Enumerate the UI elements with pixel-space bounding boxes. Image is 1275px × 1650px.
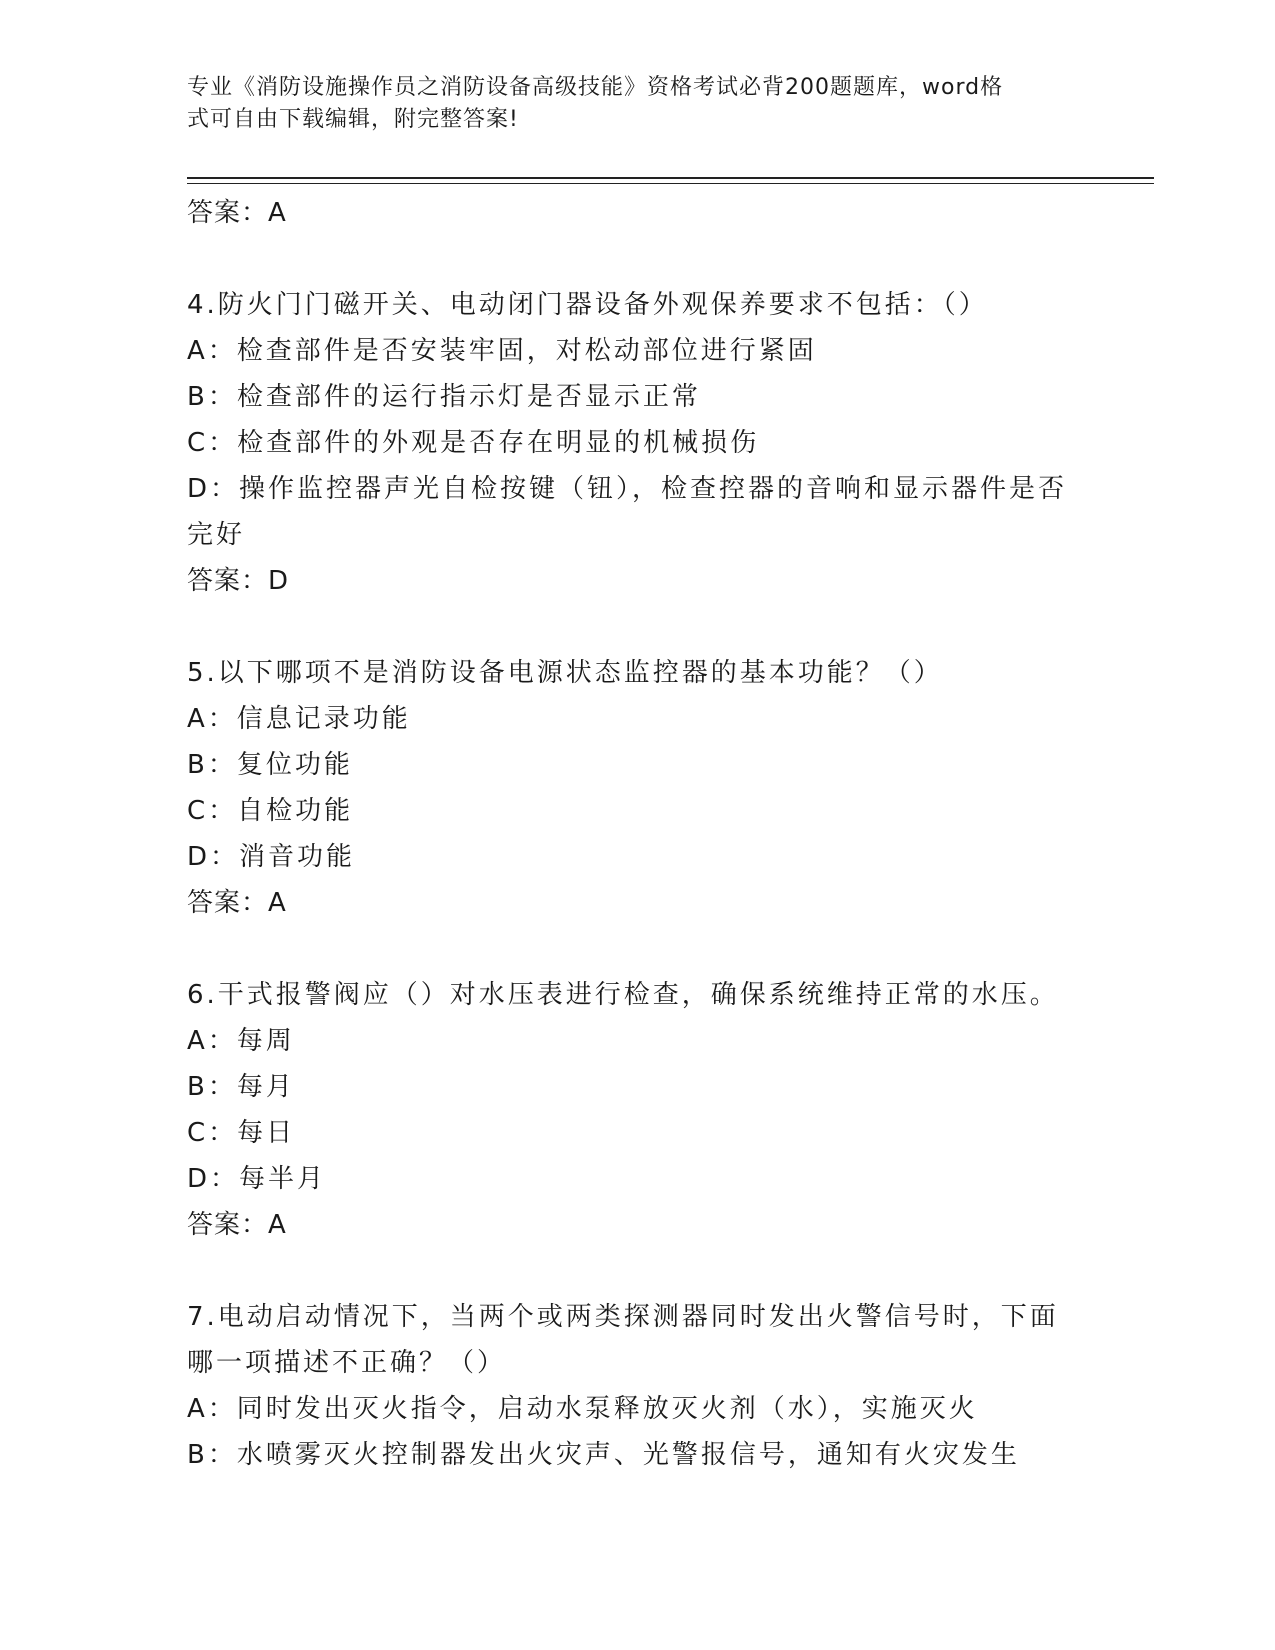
option-d-continued: 完好: [187, 520, 246, 550]
option-d: D：每半月: [187, 1164, 327, 1194]
option-c: C：检查部件的外观是否存在明显的机械损伤: [187, 428, 760, 458]
question-block-7: [187, 1294, 1087, 1478]
option-c: C：自检功能: [187, 796, 354, 826]
spacer: [187, 236, 1087, 282]
option-a: A：每周: [187, 1026, 295, 1056]
question-block-6: [187, 972, 1087, 1248]
option-a: A：检查部件是否安装牢固，对松动部位进行紧固: [187, 336, 817, 366]
header-title-line-2: 式可自由下载编辑，附完整答案!: [187, 107, 519, 132]
question-block-5: [187, 650, 1087, 926]
answer-line: 答案：A: [187, 1210, 287, 1240]
answer-line: 答案：A: [187, 198, 287, 228]
header-title-line-1: 专业《消防设施操作员之消防设备高级技能》资格考试必背200题题库，word格: [187, 75, 1004, 100]
question-stem: 4.防火门门磁开关、电动闭门器设备外观保养要求不包括：（）: [187, 290, 988, 320]
option-b: B：检查部件的运行指示灯是否显示正常: [187, 382, 701, 412]
option-c: C：每日: [187, 1118, 296, 1148]
answer-line: 答案：D: [187, 566, 290, 596]
option-a: A：同时发出灭火指令，启动水泵释放灭火剂（水），实施灭火: [187, 1394, 978, 1424]
option-d: D：消音功能: [187, 842, 356, 872]
document-header: [187, 72, 1067, 136]
question-stem-continued: 哪一项描述不正确？（）: [187, 1348, 507, 1378]
header-divider-thin: [187, 183, 1154, 184]
question-block-4: [187, 282, 1087, 604]
option-d: D：操作监控器声光自检按键（钮），检查控器的音响和显示器件是否: [187, 474, 1068, 504]
spacer: [187, 926, 1087, 972]
question-stem: 5.以下哪项不是消防设备电源状态监控器的基本功能？（）: [187, 658, 943, 688]
spacer: [187, 1248, 1087, 1294]
spacer: [187, 604, 1087, 650]
question-stem: 7.电动启动情况下，当两个或两类探测器同时发出火警信号时，下面: [187, 1302, 1059, 1332]
answer-line: 答案：A: [187, 888, 287, 918]
question-stem: 6.干式报警阀应（）对水压表进行检查，确保系统维持正常的水压。: [187, 980, 1059, 1010]
option-b: B：复位功能: [187, 750, 353, 780]
header-divider-thick: [187, 177, 1154, 179]
option-b: B：水喷雾灭火控制器发出火灾声、光警报信号，通知有火灾发生: [187, 1440, 1020, 1470]
question-list: [187, 190, 1087, 1478]
option-a: A：信息记录功能: [187, 704, 411, 734]
option-b: B：每月: [187, 1072, 295, 1102]
